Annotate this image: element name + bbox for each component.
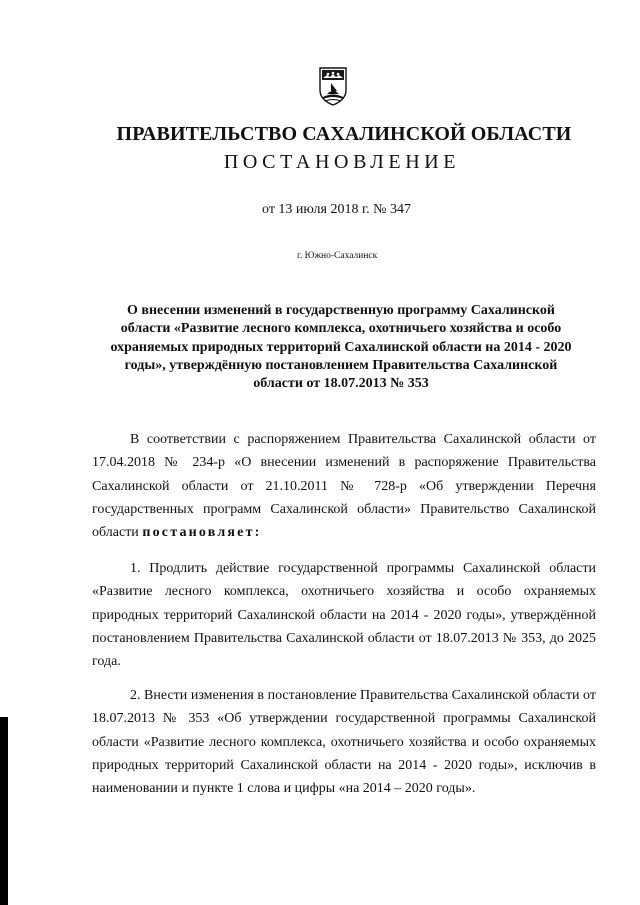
paragraph-preamble [92,428,596,544]
coat-of-arms-icon [318,66,348,106]
item-2-text: 2. Внести изменения в постановление Правительства Сахалинской области от 18.07.2013 № 353 «Об утверждении государственной программы Сахалинской области «Развитие лесного комплекса, охотничьего хозяйства и особо охраняемых природных территорий Сахалинской области на 2014 - 2020 годы», исключив в наименовании и пункте 1 слова и цифры «на 2014 – 2020 годы». [92,688,596,797]
resolves-keyword: постановляет: [142,525,262,541]
scan-edge-shadow [0,717,8,905]
document-type: ПОСТАНОВЛЕНИЕ [223,151,461,173]
organization-title: ПРАВИТЕЛЬСТВО САХАЛИНСКОЙ ОБЛАСТИ [116,123,572,145]
document-date-number: от 13 июля 2018 г. № 347 [262,202,411,217]
document-heading: О внесении изменений в государственную программу Сахалинской области «Развитие лесного комплекса, охотничьего хозяйства и особо охраняемых природных территорий Сахалинской области на 2014 - 2020 годы», утверждённую постановлением Правительства Сахалинской области от 18.07.2013 № 353 [110,303,572,392]
preamble-text: В соответствии с распоряжением Правительства Сахалинской области от 17.04.2018 № 234-р «О внесении изменений в распоряжение Правительства Сахалинской области от 21.10.2011 № 728-р «Об утверждении Перечня государственных программ Сахалинской области» Правительство Сахалинской области [92,432,596,541]
item-1-text: 1. Продлить действие государственной программы Сахалинской области «Развитие лесного комплекса, охотничьего хозяйства и особо охраняемых природных территорий Сахалинской области на 2014 - 2020 годы», утверждённой постановлением Правительства Сахалинской области от 18.07.2013 № 353, до 2025 года. [92,561,596,670]
paragraph-item-2 [92,684,596,800]
document-city: г. Южно-Сахалинск [297,251,378,261]
paragraph-item-1 [92,557,596,673]
